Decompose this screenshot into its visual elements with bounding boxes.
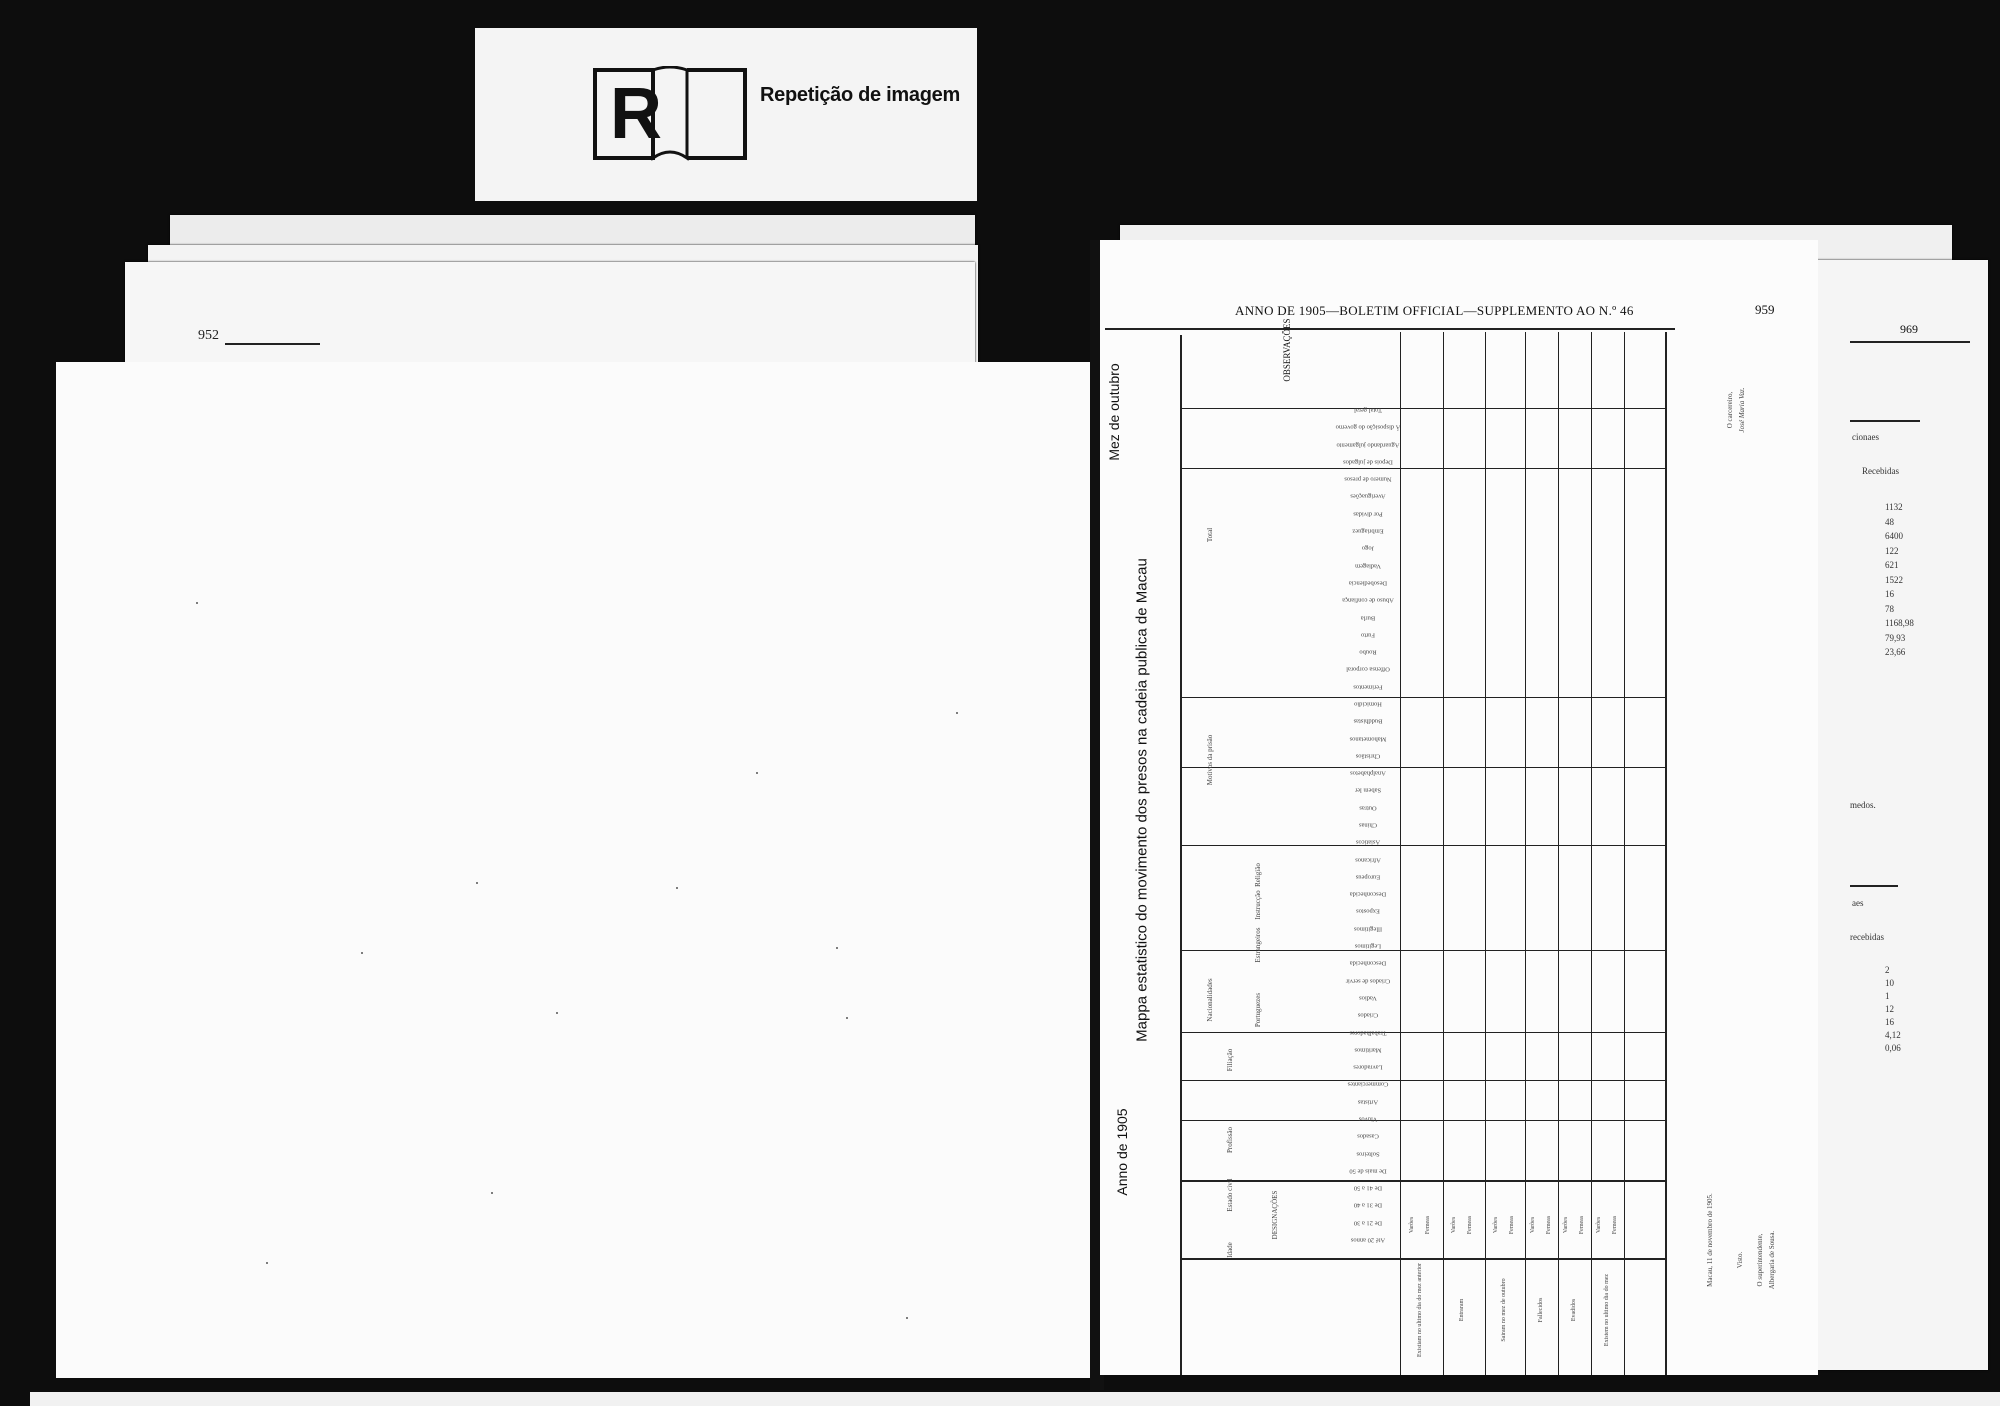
underlying-page-number: 969 xyxy=(1900,322,1918,336)
column-label: Vadios xyxy=(1359,994,1377,1002)
repetition-letter: R xyxy=(610,74,662,154)
row-rule xyxy=(1180,1120,1665,1121)
fragment-value: 79,93 xyxy=(1885,632,1906,643)
row-label: Existem no ultimo dia do mez xyxy=(1604,1273,1610,1347)
sex-label: Varões xyxy=(1451,1216,1457,1234)
column-label: Desconhecida xyxy=(1349,959,1387,967)
fragment-value: 1 xyxy=(1885,991,1890,1001)
right-page-number: 959 xyxy=(1755,302,1775,317)
fragment-value: 2 xyxy=(1885,965,1890,975)
row-rule xyxy=(1180,1180,1665,1182)
fragment-received-2: recebidas xyxy=(1850,932,1884,942)
column-label: Total geral xyxy=(1354,406,1382,414)
col-rule xyxy=(1591,332,1592,1375)
column-label: Mahometanos xyxy=(1349,735,1387,743)
column-label: Africanos xyxy=(1355,856,1381,864)
footer-place-date: Macau, 11 de novembro de 1905. xyxy=(1706,1193,1714,1287)
column-label: Averiguações xyxy=(1350,492,1386,500)
group-header: Portuguezes xyxy=(1254,992,1262,1028)
column-label: Expostos xyxy=(1356,907,1380,915)
sex-label: Femeas xyxy=(1579,1215,1585,1235)
row-rule xyxy=(1180,408,1665,409)
column-label: Chinas xyxy=(1358,821,1378,829)
month-label: Mez de outubro xyxy=(1106,363,1122,461)
sex-label: Femeas xyxy=(1467,1215,1473,1235)
right-page xyxy=(1100,240,1818,1375)
column-label: Solteiros xyxy=(1356,1150,1380,1158)
designations-header: DESIGNAÇÕES xyxy=(1271,1190,1279,1240)
fragment-received: Recebidas xyxy=(1862,466,1899,476)
column-label: Europeus xyxy=(1355,873,1381,881)
sex-label: Femeas xyxy=(1425,1215,1431,1235)
header-rule xyxy=(1105,328,1675,330)
bottom-ruler xyxy=(30,1392,2000,1406)
sex-label: Varões xyxy=(1409,1216,1415,1234)
fragment-label: cionaes xyxy=(1852,432,1879,442)
row-label: Entraram xyxy=(1459,1298,1465,1322)
column-label: De 41 a 50 xyxy=(1353,1184,1383,1192)
column-label: Commerciantes xyxy=(1347,1080,1389,1088)
row-rule xyxy=(1180,468,1665,469)
fragment-rule xyxy=(1850,420,1920,422)
col-rule xyxy=(1485,332,1486,1375)
group-header: Nacionalidades xyxy=(1206,978,1214,1022)
column-label: Buddhistas xyxy=(1353,717,1383,725)
col-rule xyxy=(1624,332,1625,1375)
fragment-value: 23,66 xyxy=(1885,647,1906,657)
column-label: Desconhecida xyxy=(1349,890,1387,898)
fragment-value: 122 xyxy=(1885,545,1899,556)
column-label: Lavradores xyxy=(1353,1063,1383,1071)
row-label: Fallecidos xyxy=(1538,1297,1544,1323)
group-header: Idade xyxy=(1226,1242,1234,1258)
group-header: Estado civil xyxy=(1226,1178,1234,1212)
column-label: Depois de julgados xyxy=(1343,458,1393,466)
col-rule xyxy=(1525,332,1526,1375)
column-label: Por dividas xyxy=(1353,510,1383,518)
column-label: Desobediencia xyxy=(1348,579,1388,587)
fragment-value: 1132 xyxy=(1885,502,1903,512)
fragment-value: 1168,98 xyxy=(1885,618,1914,628)
repetition-label: Repetição de imagem xyxy=(760,84,960,106)
fragment-value: 16 xyxy=(1885,1017,1894,1027)
fragment-mid-label: medos. xyxy=(1850,800,1876,810)
group-header: Total xyxy=(1206,527,1214,543)
col-rule xyxy=(1400,332,1401,1375)
column-label: Burla xyxy=(1360,614,1376,621)
sex-label: Femeas xyxy=(1509,1215,1515,1235)
footer-visto: Visto. xyxy=(1736,1251,1744,1269)
sex-label: Varões xyxy=(1596,1216,1602,1234)
left-page-number: 952 xyxy=(198,328,219,343)
table-left-rule xyxy=(1180,335,1182,1375)
column-label: Sabem ler xyxy=(1354,786,1382,794)
sex-label: Femeas xyxy=(1546,1215,1552,1235)
fragment-value: 1522 xyxy=(1885,574,1903,585)
row-label: Evadidos xyxy=(1571,1298,1577,1322)
column-label: Até 20 annos xyxy=(1350,1236,1386,1244)
fragment-value: 6400 xyxy=(1885,531,1903,541)
col-rule xyxy=(1443,332,1444,1375)
column-label: Outras xyxy=(1359,804,1377,812)
column-label: De mais de 50 xyxy=(1349,1167,1387,1175)
column-label: Aguardando julgamento xyxy=(1336,441,1400,449)
column-label: De 31 a 40 xyxy=(1353,1201,1383,1209)
fragment-lower-label: aes xyxy=(1852,898,1864,908)
table-title: Mappa estatistico do movimento dos presos na cadeia publica de Macau xyxy=(1133,558,1151,1042)
row-rule xyxy=(1180,697,1665,698)
fragment-value: 48 xyxy=(1885,516,1894,527)
column-label: Christãos xyxy=(1355,752,1381,760)
column-label: Roubo xyxy=(1359,648,1377,656)
footer-sign-right: Albergaria de Sousa. xyxy=(1768,1230,1776,1290)
column-label: Viuvos xyxy=(1358,1115,1378,1123)
group-header: Motivos da prisão xyxy=(1206,734,1214,786)
group-header: Estrangeiros xyxy=(1254,927,1262,963)
column-label: Asiaticos xyxy=(1355,838,1381,846)
column-label: Abuso de confiança xyxy=(1342,596,1394,604)
left-header-rule xyxy=(225,343,320,345)
year-label: Anno de 1905 xyxy=(1114,1108,1130,1196)
footer-secretary-name: José Maria Vaz. xyxy=(1738,387,1746,433)
column-label: Numero de presos xyxy=(1344,475,1392,483)
group-header: Religião xyxy=(1254,863,1262,887)
group-header: Instrucção xyxy=(1254,890,1262,920)
fragment-value: 4,12 xyxy=(1885,1030,1901,1040)
column-label: Offensa corporal xyxy=(1346,665,1390,673)
column-label: Legitimos xyxy=(1354,942,1382,950)
column-label: Casados xyxy=(1357,1132,1379,1140)
repetition-banner xyxy=(475,28,977,201)
column-label: Criados xyxy=(1357,1011,1379,1019)
column-label: Illegitimos xyxy=(1353,925,1383,933)
column-label: Furto xyxy=(1360,631,1376,639)
fragment-value: 12 xyxy=(1885,1004,1894,1014)
underlying-header-rule xyxy=(1850,341,1970,343)
column-label: Vadiagem xyxy=(1355,562,1381,570)
sex-label: Varões xyxy=(1530,1216,1536,1234)
fragment-value: 0,06 xyxy=(1885,1043,1901,1053)
group-header: Profissão xyxy=(1226,1126,1234,1154)
column-label: Analphabetos xyxy=(1350,769,1386,777)
row-rule xyxy=(1180,1258,1665,1260)
footer-superintendent: O superintendente, xyxy=(1756,1233,1764,1287)
table-right-rule xyxy=(1665,332,1667,1375)
column-label: Á disposição do governo xyxy=(1335,423,1401,431)
fragment-value: 16 xyxy=(1885,589,1894,599)
fragment-value: 78 xyxy=(1885,603,1894,614)
sex-label: Varões xyxy=(1493,1216,1499,1234)
row-rule xyxy=(1180,767,1665,768)
column-label: Embriaguez xyxy=(1352,527,1384,535)
col-rule xyxy=(1558,332,1559,1375)
footer-secretary: O carcereiro, xyxy=(1726,391,1734,429)
column-label: Criados de servir xyxy=(1345,977,1391,985)
row-rule xyxy=(1180,1080,1665,1081)
fragment-value: 10 xyxy=(1885,978,1894,988)
column-label: Trabalhadores xyxy=(1349,1029,1387,1036)
column-label: Artistas xyxy=(1357,1098,1379,1106)
right-page-header: ANNO DE 1905—BOLETIM OFFICIAL—SUPPLEMENTO AO N.º 46 xyxy=(1235,303,1634,318)
left-page xyxy=(56,362,1096,1378)
column-label: Maritimos xyxy=(1354,1046,1382,1054)
row-rule xyxy=(1180,1032,1665,1033)
column-label: Ferimentos xyxy=(1353,683,1383,691)
fragment-rule-2 xyxy=(1850,885,1898,887)
row-label: Sairam no mez de outubro xyxy=(1501,1278,1507,1342)
row-label: Existiam no ultimo dia do mez anterior xyxy=(1417,1263,1423,1357)
column-label: De 21 a 30 xyxy=(1353,1219,1383,1227)
observations-header: OBSERVAÇÕES xyxy=(1282,318,1292,382)
row-rule xyxy=(1180,845,1665,846)
column-label: Homicidio xyxy=(1354,700,1382,708)
sex-label: Femeas xyxy=(1612,1215,1618,1235)
sex-label: Varões xyxy=(1563,1216,1569,1234)
row-rule xyxy=(1180,950,1665,951)
group-header: Filiação xyxy=(1226,1048,1234,1072)
column-label: Jogo xyxy=(1361,544,1375,552)
fragment-value: 621 xyxy=(1885,560,1899,570)
